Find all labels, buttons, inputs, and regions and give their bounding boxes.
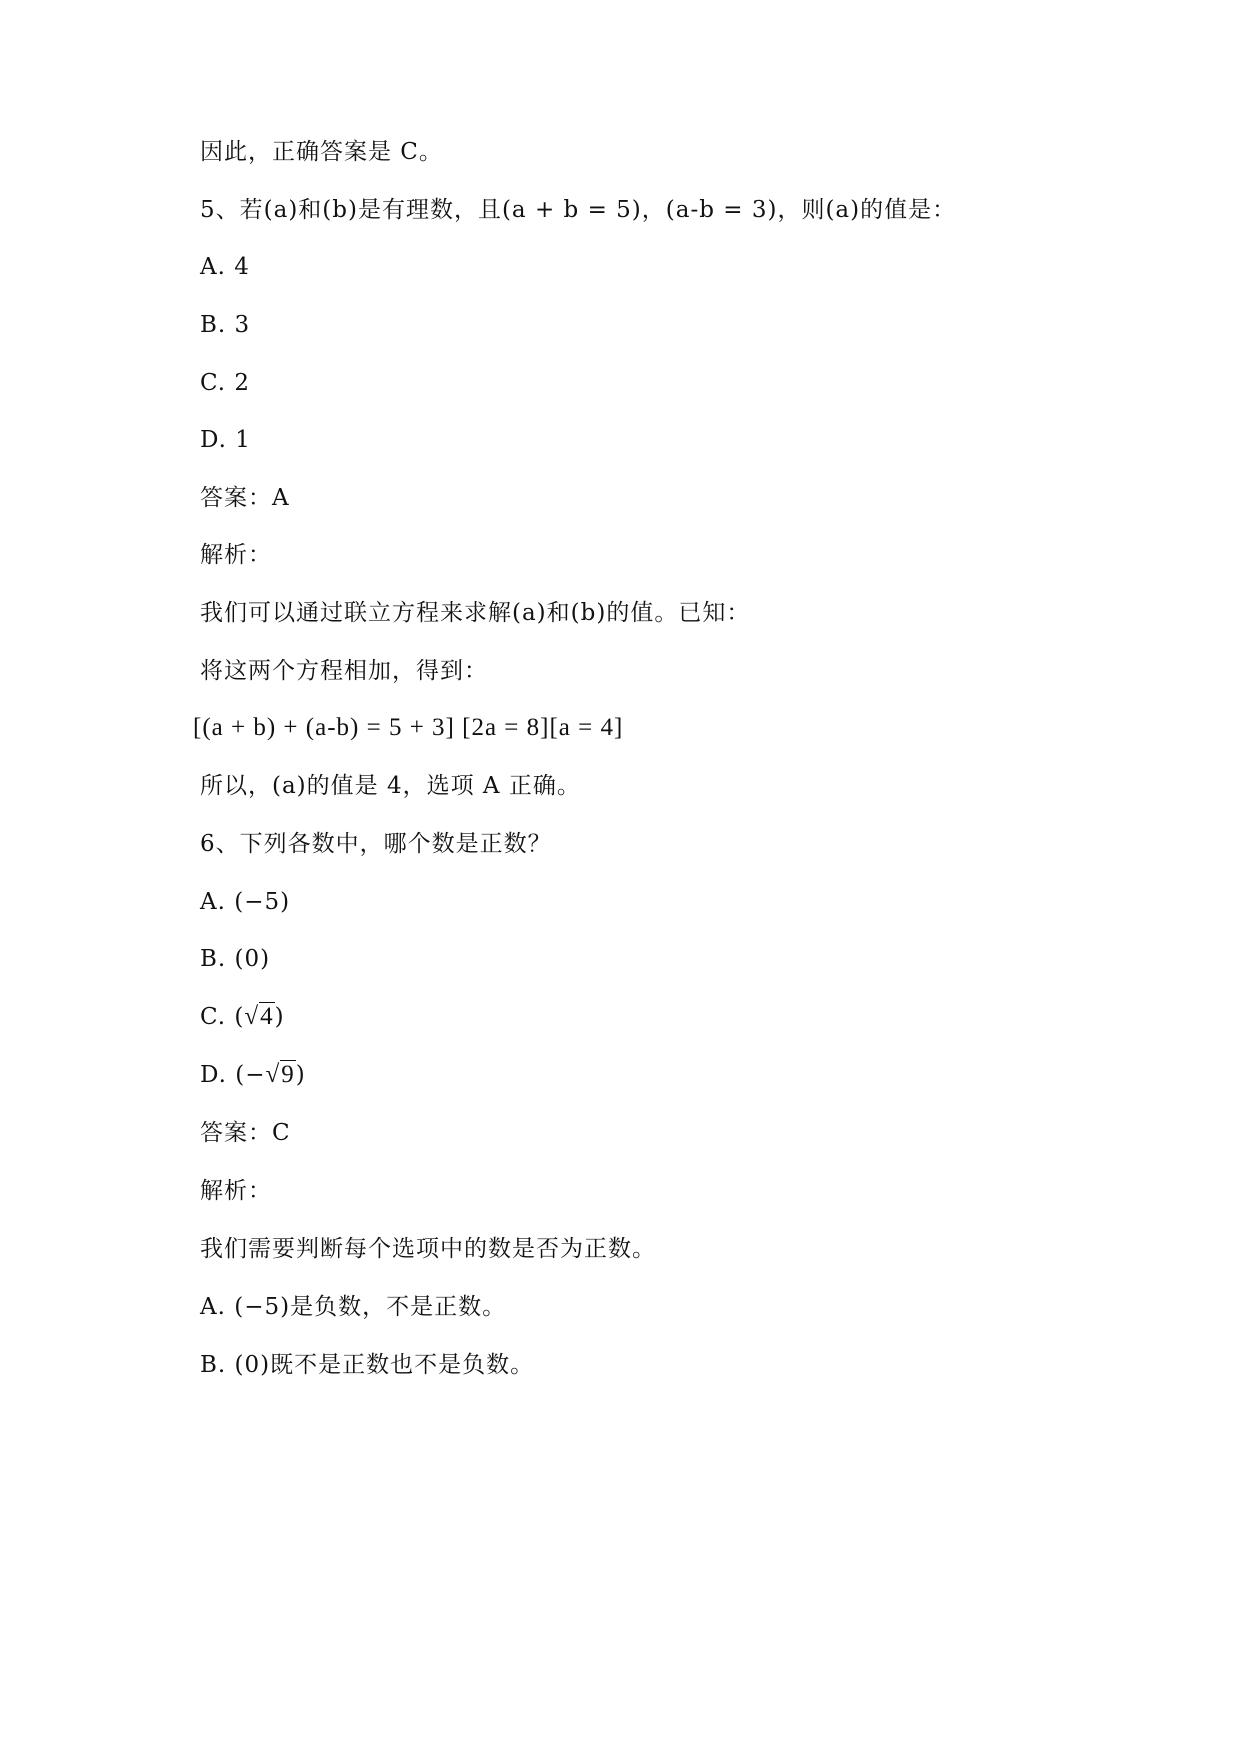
question-5-analysis-heading: 解析： <box>200 542 272 568</box>
radicand: 4 <box>260 1003 274 1030</box>
question-5-analysis-text: 我们可以通过联立方程来求解(a)和(b)的值。已知： <box>200 600 751 626</box>
question-6-analysis-option-b: B. (0)既不是正数也不是负数。 <box>200 1352 535 1378</box>
option-suffix: ) <box>274 1004 285 1030</box>
option-suffix: ) <box>295 1062 306 1088</box>
question-6-option-a: A. (−5) <box>200 889 291 915</box>
question-5-option-b: B. 3 <box>200 312 251 338</box>
question-6-analysis-heading: 解析： <box>200 1178 272 1204</box>
question-5-conclusion: 所以，(a)的值是 4，选项 A 正确。 <box>200 773 581 799</box>
question-5-option-c: C. 2 <box>200 370 251 396</box>
question-6-answer: 答案：C <box>200 1120 291 1146</box>
question-6-analysis-option-a: A. (−5)是负数，不是正数。 <box>200 1294 507 1320</box>
square-root: √9 <box>265 1061 295 1088</box>
question-5-option-d: D. 1 <box>200 427 251 453</box>
conclusion-previous-question: 因此，正确答案是 C。 <box>200 139 443 165</box>
option-prefix: D. (− <box>200 1062 266 1088</box>
square-root: √4 <box>244 1003 274 1030</box>
question-5-option-a: A. 4 <box>200 254 250 280</box>
question-6-option-b: B. (0) <box>200 946 271 972</box>
question-5-answer: 答案：A <box>200 485 290 511</box>
question-6-option-c <box>200 1002 285 1032</box>
option-prefix: C. ( <box>200 1004 245 1030</box>
question-6-stem: 6、下列各数中，哪个数是正数？ <box>200 831 552 857</box>
question-6-analysis-text: 我们需要判断每个选项中的数是否为正数。 <box>200 1236 656 1262</box>
question-6-option-d <box>200 1060 306 1090</box>
radicand: 9 <box>281 1061 295 1088</box>
question-5-analysis-step: 将这两个方程相加，得到： <box>200 658 488 684</box>
question-5-equation: [(a + b) + (a-b) = 5 + 3] [2a = 8][a = 4] <box>193 714 624 741</box>
question-5-stem: 5、若(a)和(b)是有理数，且(a + b = 5)，(a-b = 3)，则(a)的值是： <box>200 197 957 223</box>
